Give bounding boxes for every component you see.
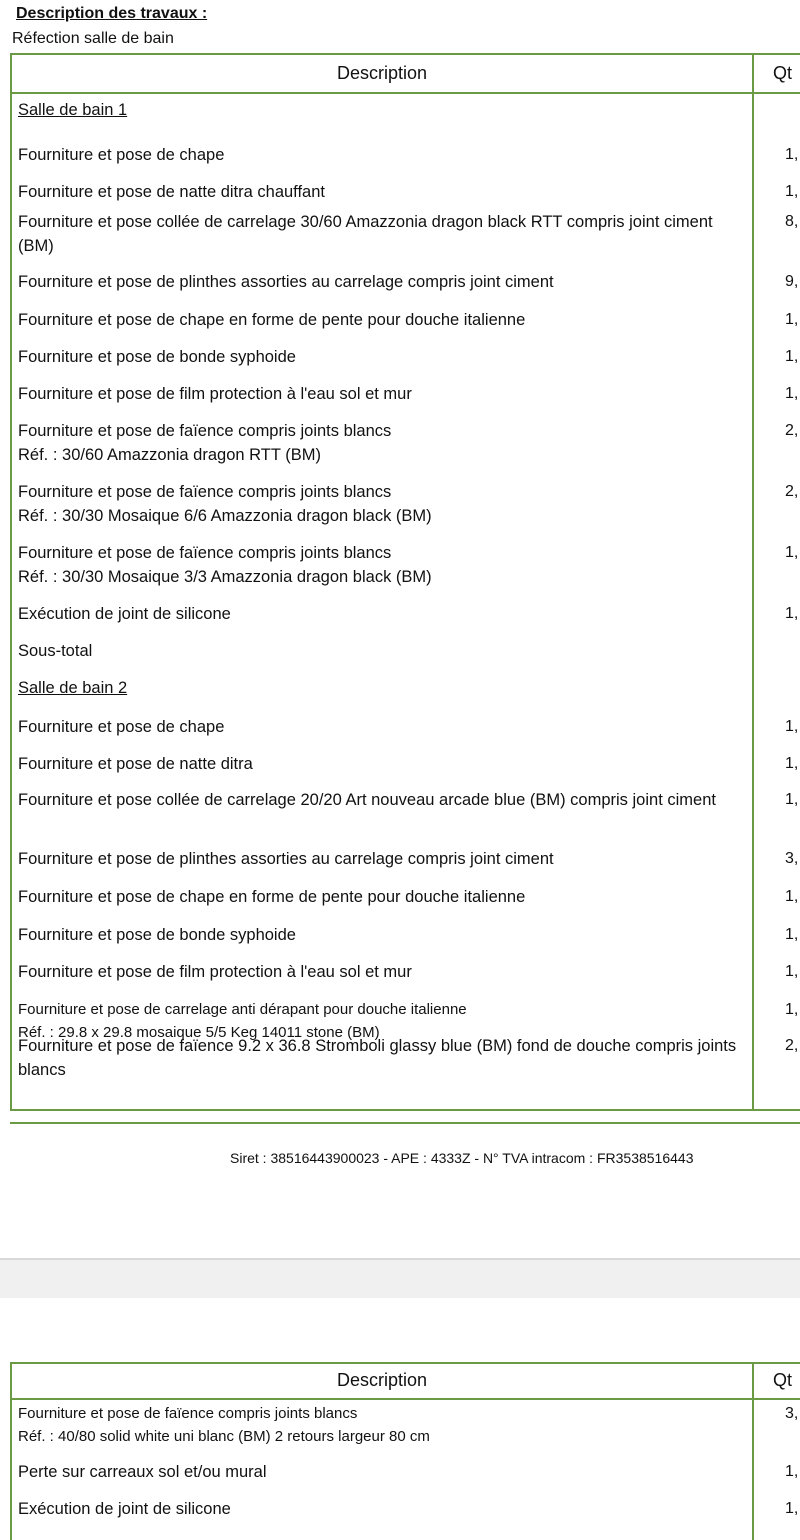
row-quantity: 1, <box>785 791 799 808</box>
column-header-description: Description <box>336 63 428 83</box>
row-description: Fourniture et pose de bonde syphoide <box>18 926 296 944</box>
footer-divider <box>10 1122 800 1124</box>
row-description: Fourniture et pose de film protection à l'eau sol et mur <box>18 385 412 403</box>
works-table <box>10 53 800 1111</box>
section-title: Description des travaux : <box>16 5 208 22</box>
document-page-2 <box>0 1298 800 1540</box>
row-description: Fourniture et pose de plinthes assorties au carrelage compris joint ciment <box>18 273 554 291</box>
row-quantity: 1, <box>785 544 799 561</box>
row-description: Sous-total <box>18 642 93 660</box>
row-description: Fourniture et pose de faïence compris joints blancs Réf. : 40/80 solid white uni blanc (BM) 2 retours largeur 80 cm <box>18 1405 430 1445</box>
row-description: Exécution de joint de silicone <box>18 605 231 623</box>
row-quantity: 1, <box>785 755 799 772</box>
row-description: Fourniture et pose de carrelage anti dérapant pour douche italienne Réf. : 29.8 x 29.8 mosaique 5/5 Keg 14011 stone (BM) <box>18 1001 467 1041</box>
column-header-description: Description <box>336 1370 428 1390</box>
row-description: Fourniture et pose de plinthes assorties au carrelage compris joint ciment <box>18 850 554 868</box>
row-quantity: 2, <box>785 483 799 500</box>
row-description: Fourniture et pose collée de carrelage 20/20 Art nouveau arcade blue (BM) compris joint ciment <box>18 791 716 809</box>
works-table-continued <box>10 1362 800 1540</box>
column-header-quantity: Qt <box>773 1370 793 1390</box>
page-break <box>0 1258 800 1298</box>
footer-legal-text: Siret : 38516443900023 - APE : 4333Z - N° TVA intracom : FR3538516443 <box>230 1150 694 1166</box>
row-quantity: 1, <box>785 146 799 163</box>
column-divider <box>752 1364 754 1540</box>
row-quantity: 1, <box>785 385 799 402</box>
row-description: Fourniture et pose de bonde syphoide <box>18 348 296 366</box>
row-quantity: 1, <box>785 926 799 943</box>
row-quantity: 3, <box>785 1405 799 1422</box>
section-heading: Salle de bain 2 <box>18 679 128 697</box>
row-quantity: 1, <box>785 183 799 200</box>
column-header-quantity: Qt <box>773 63 793 83</box>
row-description: Fourniture et pose de chape en forme de pente pour douche italienne <box>18 311 526 329</box>
row-description: Fourniture et pose de faïence compris joints blancs Réf. : 30/30 Mosaique 6/6 Amazzonia dragon black (BM) <box>18 483 432 525</box>
row-description: Perte sur carreaux sol et/ou mural <box>18 1463 267 1481</box>
row-description: Fourniture et pose de natte ditra chauffant <box>18 183 325 201</box>
row-description: Fourniture et pose collée de carrelage 30/60 Amazzonia dragon black RTT compris joint ciment (BM) <box>18 213 713 255</box>
row-description: Fourniture et pose de film protection à l'eau sol et mur <box>18 963 412 981</box>
row-description: Fourniture et pose de chape en forme de pente pour douche italienne <box>18 888 526 906</box>
table-header <box>12 55 800 94</box>
section-heading: Salle de bain 1 <box>18 101 128 119</box>
row-quantity: 8, <box>785 213 799 230</box>
row-description: Fourniture et pose de faïence compris joints blancs Réf. : 30/30 Mosaique 3/3 Amazzonia dragon black (BM) <box>18 544 432 586</box>
column-divider <box>752 55 754 1109</box>
row-quantity: 1, <box>785 605 799 622</box>
row-quantity: 1, <box>785 888 799 905</box>
row-quantity: 1, <box>785 1001 799 1018</box>
row-quantity: 1, <box>785 1463 799 1480</box>
table-header <box>12 1364 800 1400</box>
row-quantity: 1, <box>785 963 799 980</box>
row-description: Fourniture et pose de faïence 9.2 x 36.8 Stromboli glassy blue (BM) fond de douche compris joints blancs <box>18 1037 737 1079</box>
row-quantity: 9, <box>785 273 799 290</box>
row-quantity: 2, <box>785 1037 799 1054</box>
row-quantity: 1, <box>785 1500 799 1517</box>
row-quantity: 3, <box>785 850 799 867</box>
row-quantity: 2, <box>785 422 799 439</box>
row-description: Fourniture et pose de chape <box>18 718 225 736</box>
row-description: Fourniture et pose de chape <box>18 146 225 164</box>
row-quantity: 1, <box>785 311 799 328</box>
row-quantity: 1, <box>785 718 799 735</box>
row-description: Fourniture et pose de faïence compris joints blancs Réf. : 30/60 Amazzonia dragon RTT (BM) <box>18 422 392 464</box>
row-description: Exécution de joint de silicone <box>18 1500 231 1518</box>
row-description: Fourniture et pose de natte ditra <box>18 755 253 773</box>
work-subtitle: Réfection salle de bain <box>12 30 174 47</box>
row-quantity: 1, <box>785 348 799 365</box>
